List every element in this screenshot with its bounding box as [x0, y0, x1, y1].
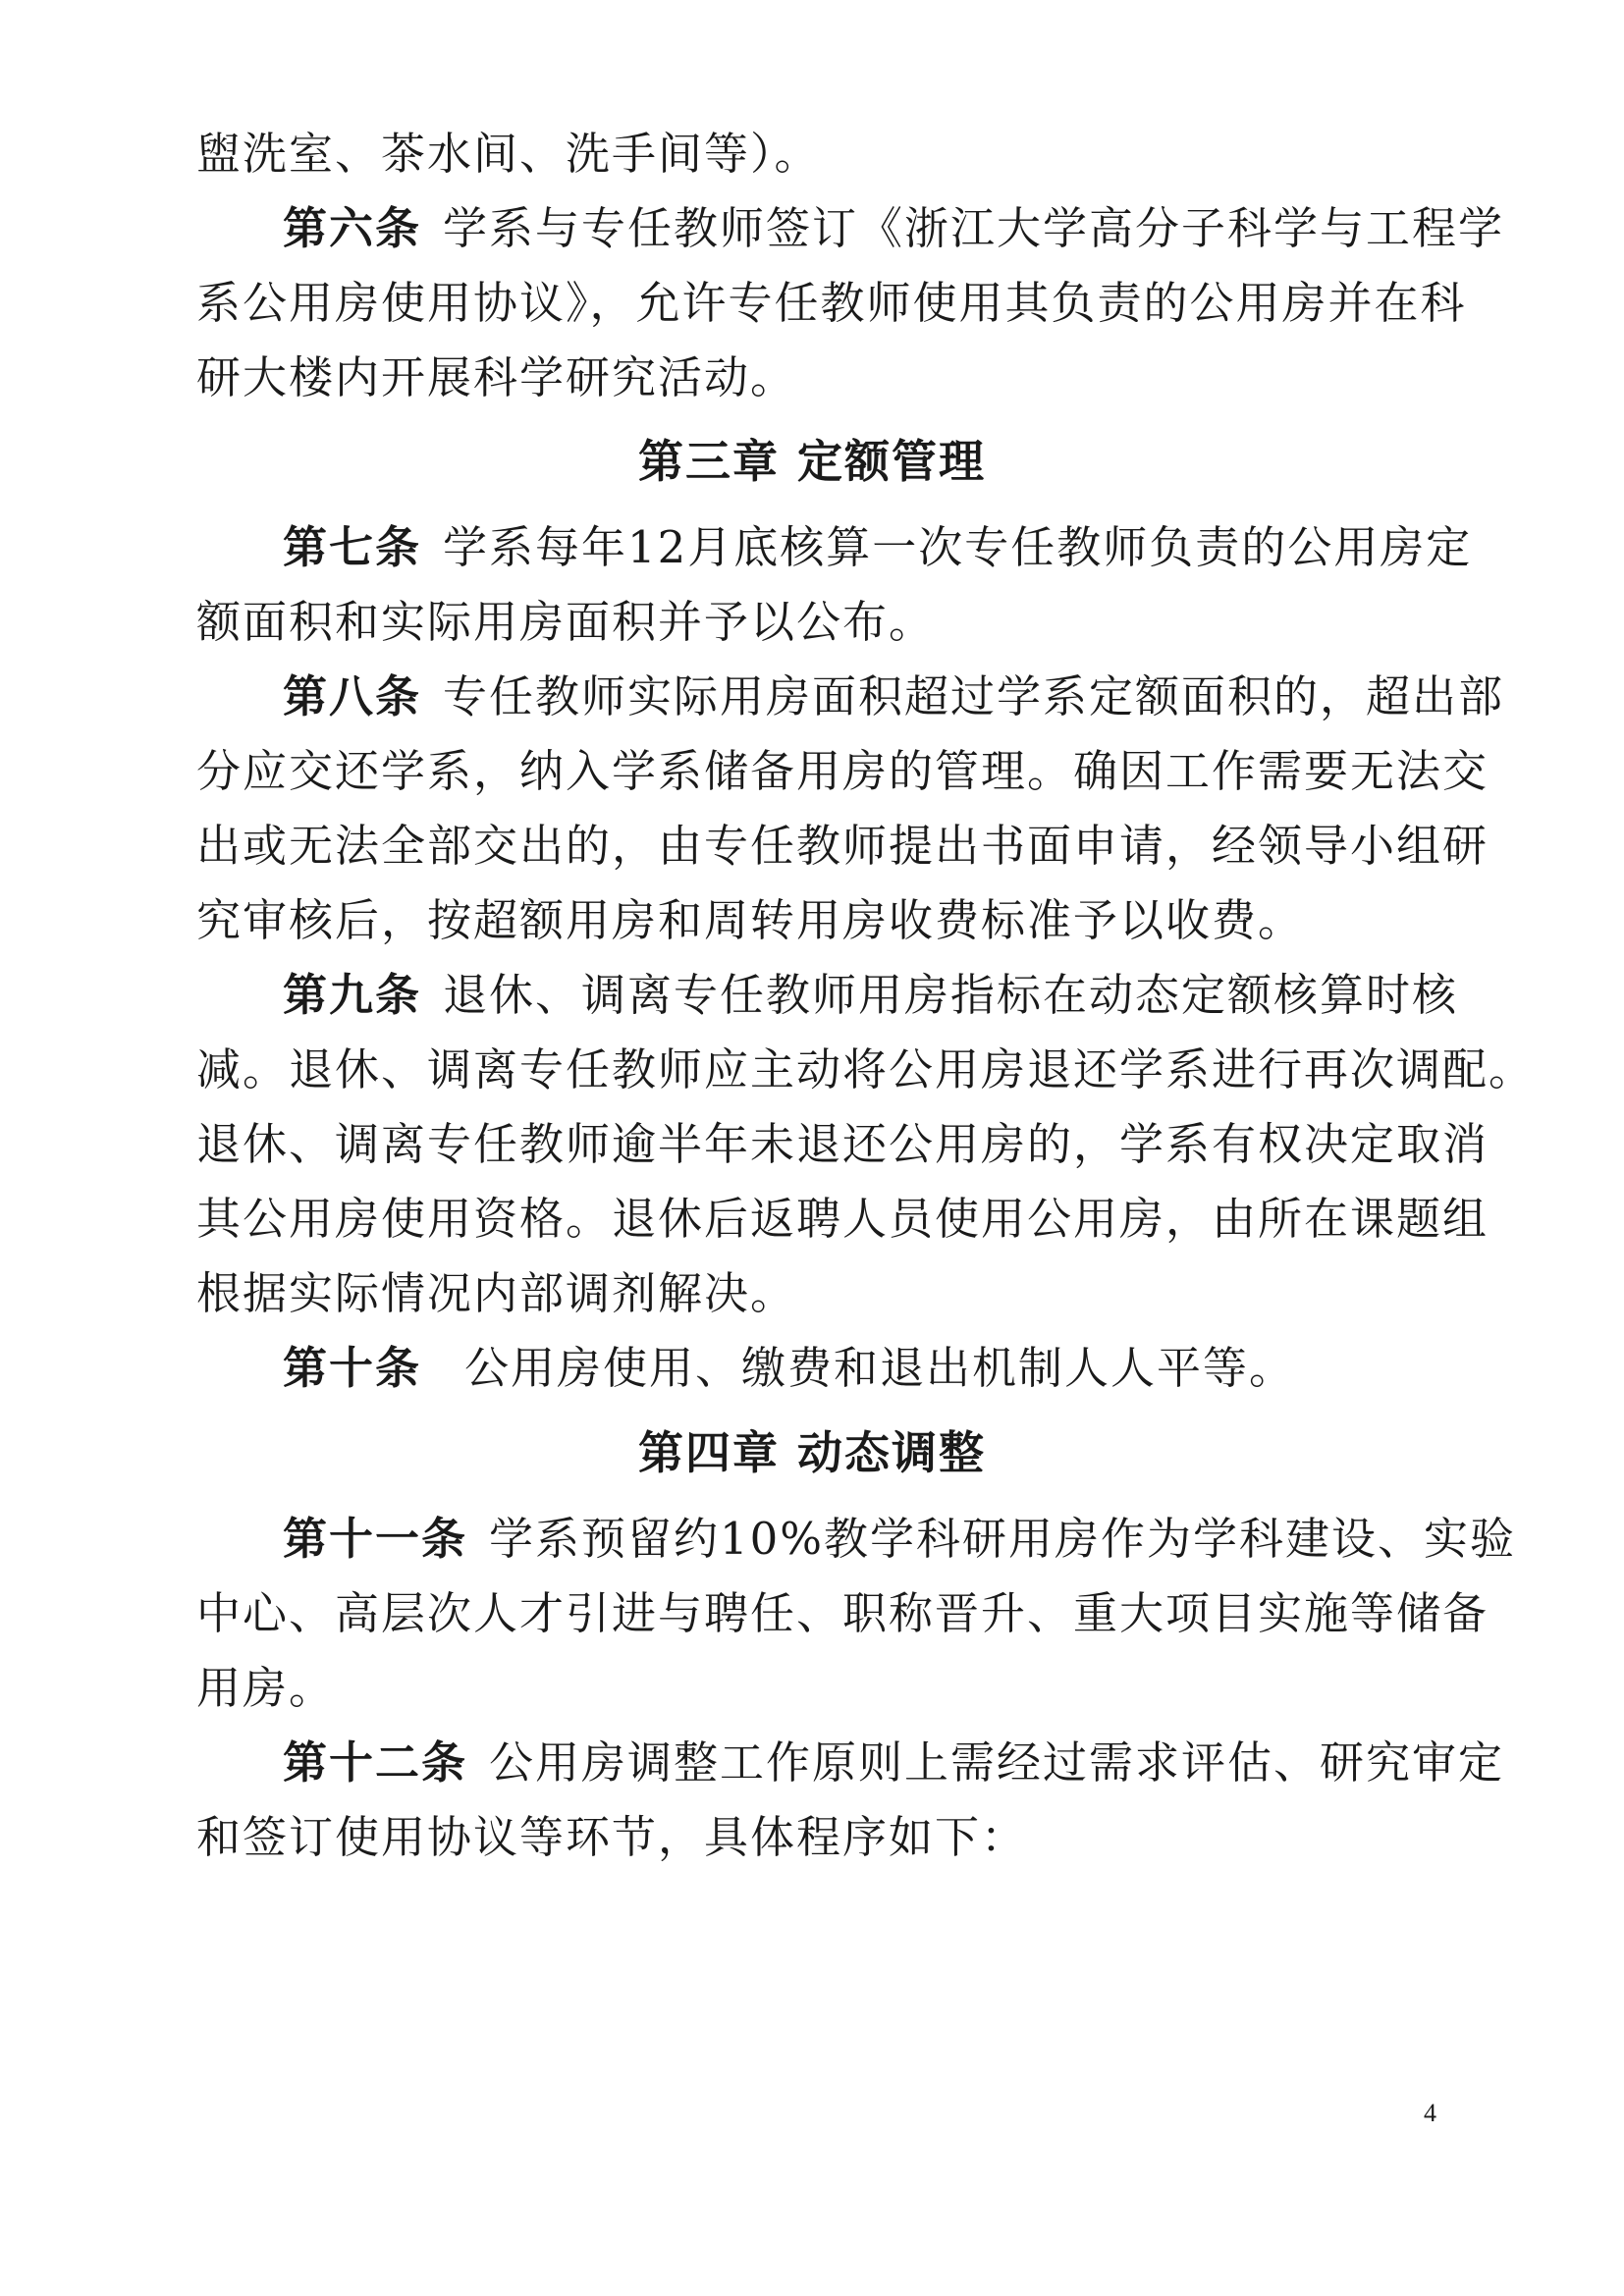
article-6-line [283, 199, 1530, 258]
page-number: 4 [1424, 2099, 1436, 2127]
article-12-label: 第十二条 [283, 1736, 468, 1789]
paragraph-line: 退休、调离专任教师逾半年未退还公用房的，学系有权决定取消 [196, 1118, 1489, 1170]
article-9-line [283, 966, 1530, 1025]
paragraph-line: 出或无法全部交出的，由专任教师提出书面申请，经领导小组研 [196, 820, 1489, 872]
chapter-3-heading: 第三章 定额管理 [637, 435, 986, 488]
paragraph-line: 研大楼内开展科学研究活动。 [196, 351, 797, 403]
paragraph-line: 用房。 [196, 1662, 336, 1714]
paragraph-line: 系公用房使用协议》，允许专任教师使用其负责的公用房并在科 [196, 277, 1467, 329]
paragraph-line: 中心、高层次人才引进与聘任、职称晋升、重大项目实施等储备 [196, 1587, 1489, 1639]
article-6-text: 学系与专任教师签订《浙江大学高分子科学与工程学 [443, 202, 1505, 254]
paragraph-line: 和签订使用协议等环节，具体程序如下： [196, 1811, 1028, 1863]
paragraph-line: 其公用房使用资格。退休后返聘人员使用公用房，由所在课题组 [196, 1193, 1489, 1245]
paragraph-line: 究审核后，按超额用房和周转用房收费标准予以收费。 [196, 894, 1305, 946]
article-8-label: 第八条 [283, 670, 422, 722]
chapter-4-heading: 第四章 动态调整 [637, 1426, 986, 1479]
article-12-line [283, 1734, 1530, 1792]
article-11-label: 第十一条 [283, 1513, 468, 1565]
article-10-line [283, 1339, 1530, 1398]
article-8-text: 专任教师实际用房面积超过学系定额面积的，超出部 [443, 670, 1505, 722]
paragraph-line: 分应交还学系，纳入学系储备用房的管理。确因工作需要无法交 [196, 745, 1489, 797]
paragraph-line: 额面积和实际用房面积并予以公布。 [196, 596, 936, 648]
article-7-line [283, 518, 1530, 577]
article-9-label: 第九条 [283, 969, 422, 1021]
article-10-text: 公用房使用、缴费和退出机制人人平等。 [464, 1342, 1296, 1394]
article-7-text: 学系每年12月底核算一次专任教师负责的公用房定 [443, 521, 1473, 573]
article-8-line [283, 667, 1530, 726]
article-6-label: 第六条 [283, 202, 422, 254]
paragraph-line: 减。退休、调离专任教师应主动将公用房退还学系进行再次调配。 [196, 1043, 1536, 1095]
article-11-text: 学系预留约10%教学科研用房作为学科建设、实验 [489, 1513, 1517, 1565]
article-12-text: 公用房调整工作原则上需经过需求评估、研究审定 [489, 1736, 1505, 1789]
paragraph-line: 盥洗室、茶水间、洗手间等）。 [196, 128, 821, 180]
article-7-label: 第七条 [283, 521, 422, 573]
article-11-line [283, 1510, 1530, 1569]
article-10-label: 第十条 [283, 1342, 422, 1394]
paragraph-line: 根据实际情况内部调剂解决。 [196, 1267, 797, 1319]
article-9-text: 退休、调离专任教师用房指标在动态定额核算时核 [443, 969, 1459, 1021]
